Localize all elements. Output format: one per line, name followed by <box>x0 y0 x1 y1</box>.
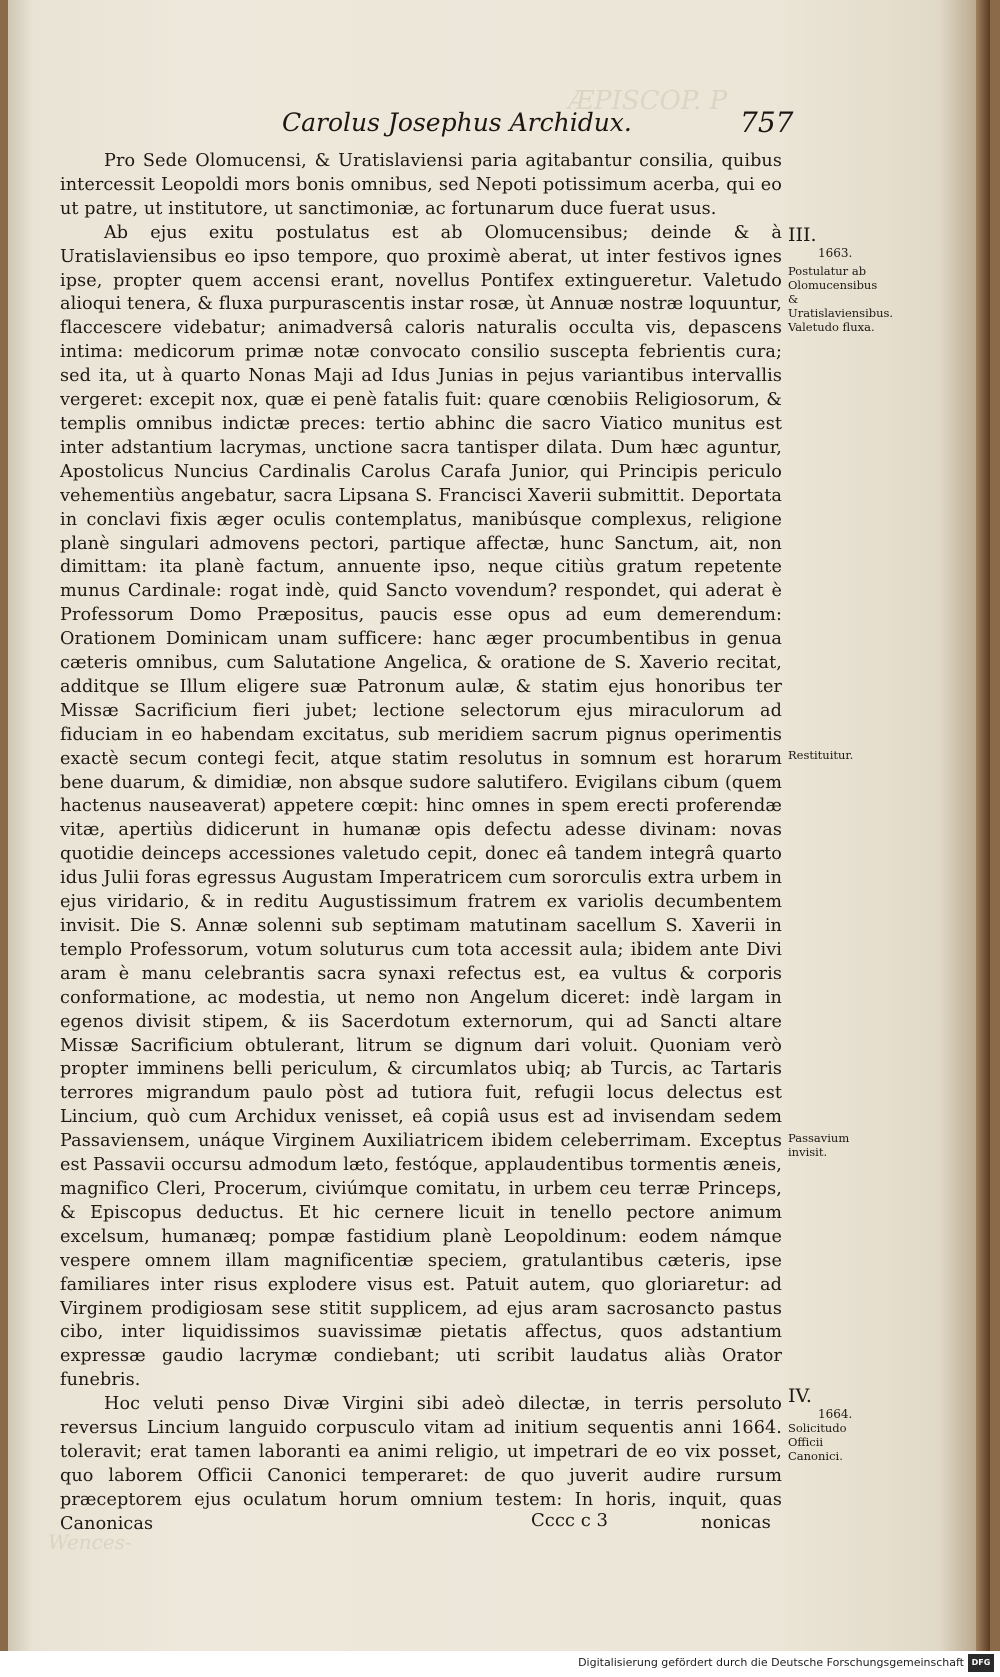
margin-note-text: Passavium invisit. <box>788 1131 850 1159</box>
margin-note-3 <box>788 1131 878 1159</box>
margin-year: 1663. <box>818 246 853 260</box>
page-edge <box>976 0 990 1651</box>
margin-numeral: III. <box>788 224 817 246</box>
running-head-title: Carolus Josephus Archidux. <box>282 108 632 137</box>
book-page <box>8 0 990 1651</box>
margin-note-text: Restituitur. <box>788 748 854 762</box>
dfg-logo-icon: DFG <box>968 1654 994 1672</box>
digitization-footer <box>0 1651 1000 1677</box>
margin-note-4 <box>788 1385 878 1463</box>
bleed-through-text: ÆPISCOP. P <box>568 86 728 116</box>
bleed-through-text-lower: Wences- <box>48 1530 132 1554</box>
catchword: nonicas <box>701 1512 771 1533</box>
margin-note-1 <box>788 224 894 334</box>
digitization-credit: Digitalisierung gefördert durch die Deutsche Forschungsgemeinschaft <box>578 1656 964 1669</box>
margin-year: 1664. <box>818 1407 853 1421</box>
paragraph: Pro Sede Olomucensi, & Uratislaviensi paria agitabantur consilia, quibus intercessit Leopoldi mors bonis omnibus, sed Nepoti potissimum acerba, qui eo ut patre, ut institutore, ut sanctimoniæ, ac fortunarum duce fuerat usus. <box>60 151 782 219</box>
margin-note-text: Postulatur ab Olomucensibus & Uratislaviensibus. Valetudo fluxa. <box>788 264 894 334</box>
margin-note-2 <box>788 748 878 762</box>
page-number: 757 <box>740 106 794 139</box>
margin-numeral: IV. <box>788 1385 812 1407</box>
main-text <box>60 150 782 1537</box>
paragraph: Hoc veluti penso Divæ Virgini sibi adeò dilectæ, in terris persoluto reversus Lincium languido corpusculo vitam ad initium sequentis anni 1664. toleravit; erat tamen laboranti ea animi religio, ut impetrari de eo vix posset, quo laborem Officii Canonici temperaret: de quo juverit audire rursum præceptorem ejus oculatum horum omnium testem: In horis, inquit, quas Canonicas <box>60 1394 782 1534</box>
signature-mark: Cccc c 3 <box>531 1510 608 1531</box>
paragraph: Ab ejus exitu postulatus est ab Olomucensibus; deinde & à Uratislaviensibus eo ipso tempore, quo proximè aberat, ut inter festivos ignes ipse, propter quem accensi erant, novellus Pontifex extingueretur. Valetudo alioqui tenera, & fluxa purpurascentis instar rosæ, ùt Annuæ nostræ loquuntur, flaccescere videbatur; animadversâ caloris naturalis occulta vis, depascens intima: medicorum primæ notæ convocato consilio suscepta febrientis cura; sed ita, ut à quarto Nonas Maji ad Idus Junias in pejus variantibus intervallis vergeret: excepit nox, quæ ei penè fatalis fuit: quare cœnobiis Religiosorum, & templis omnibus indictæ preces: tertio abhinc die sacro Viatico munitus est inter adstantium lacrymas, unctione sacra tantisper dilata. Dum hæc aguntur, Apostolicus Nuncius Cardinalis Carolus Carafa Junior, qui Principis periculo vehementiùs angebatur, sacra Lipsana S. Francisci Xaverii submittit. Deportata in conclavi fixis æger oculis contemplatus, manibúsque complexus, religione planè singulari admovens pectori, partique affectæ, hunc Sanctum, ait, non dimittam: ita planè factum, annuente ipso, neque citiùs gratum repetente munus Cardinale: rogat indè, quid Sancto vovendum? respondet, qui aderat è Professorum Domo Præpositus, paucis esse opus ad eum demerendum: Orationem Dominicam unam sufficere: hanc æger procumbentibus in genua cæteris omnibus, cum Salutatione Angelica, & oratione de S. Xaverio recitat, additque se Illum eligere suæ Patronum aulæ, & statim ejus honoribus ter Missæ Sacrificium fieri jubet; lectione selectorum ejus miraculorum ad fiduciam in eo habendam excitatus, sub meridiem sacrum pignus operimentis exactè secum contegi fecit, atque statim resolutus in somnum est horarum bene duarum, & dimidiæ, non absque sudore salutifero. Evigilans cibum (quem hactenus nauseaverat) appetere cœpit: hinc omnes in spem erecti proferendæ vitæ, apertiùs didicerunt in humanæ opis defectu adesse divinam: novas quotidie deinceps accessiones valetudo cepit, donec eâ tandem integrâ quarto idus Julii foras egressus Augustam Imperatricem cum sororculis extra urbem in ejus viridario, & in reditu Augustissimum fratrem ex variolis decumbentem invisit. Die S. Annæ solenni sub septimam matutinam sacellum S. Xaverii in templo Professorum, votum soluturus cum tota accessit aula; ibidem ante Divi aram è manu celebrantis sacra synaxi refectus est, ea vultus & corporis conformatione, ac modestia, ut nemo non Angelum diceret: indè largam in egenos divisit stipem, & iis Sacerdotum externorum, qui ad Sancti altare Missæ Sacrificium obtulerant, litrum se dignum dari voluit. Quoniam verò propter imminens belli periculum, & circumlatos ubiq; ab Turcis, ac Tartaris terrores migrandum paulo pòst ad tutiora fuit, refugii locus delectus est Lincium, quò cum Archidux venisset, eâ copiâ usus est ad invisendam sedem Passaviensem, unáque Virginem Auxiliatricem ibidem celeberrimam. Exceptus est Passavii occursu admodum læto, festóque, applaudentibus tormentis æneis, magnifico Cleri, Procerum, civiúmque comitatu, in urbem ceu terræ Princeps, & Episcopus deductus. Et hic cernere licuit in tenello pectore animum excelsum, humanæq; pompæ fastidium planè Leopoldinum: eodem námque vespere omnem illam magnificentiæ speciem, gratulantibus cæteris, ipse familiares inter risus explodere visus est. Patuit autem, quo gloriaretur: ad Virginem prodigiosam sese stitit supplicem, ad ejus aram sacrosancto pastus cibo, inter liquidissimos suavissimæ pietatis affectus, quos adstantium expressæ gaudio lacrymæ condiebant; uti scribit laudatus aliàs Orator funebris. <box>60 222 782 1391</box>
margin-note-text: Solicitudo Officii Canonici. <box>788 1421 847 1463</box>
